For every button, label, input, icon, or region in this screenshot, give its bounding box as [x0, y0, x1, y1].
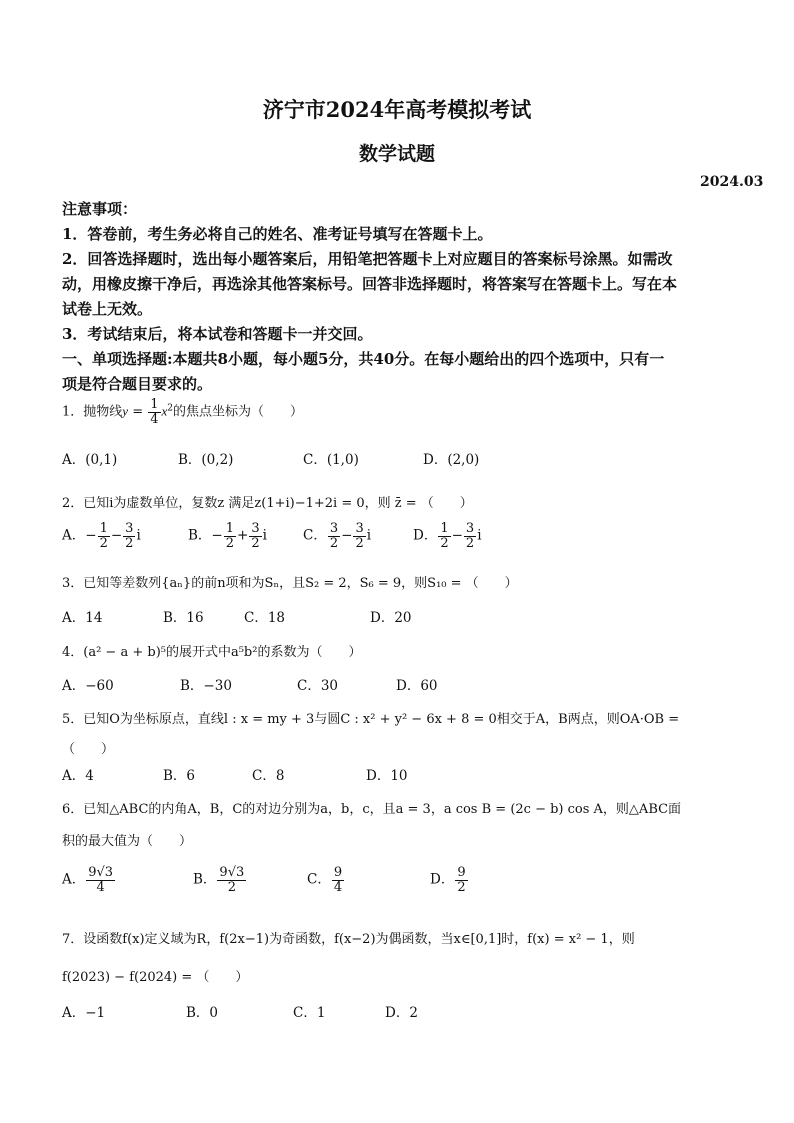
q6-option-a-label: A． [62, 871, 86, 888]
question-7-stem-line-1: 7．设函数f(x)定义域为R，f(2x−1)为奇函数，f(x−2)为偶函数，当x∈[0,1]时，f(x) = x² − 1，则 [62, 932, 635, 947]
q5-option-a[interactable]: A．4 [62, 768, 94, 784]
q5-option-d[interactable]: D．10 [366, 768, 408, 784]
question-1-suffix: 的焦点坐标为（ ） [173, 404, 304, 420]
question-4-stem: 4．(a² − a + b)⁵的展开式中a⁵b²的系数为（ ） [62, 645, 362, 660]
q1-option-c[interactable]: C．(1,0) [303, 452, 359, 468]
q6-option-c[interactable]: C． $\frac{9}{4}$ [307, 865, 343, 895]
q6-option-d-label: D． [430, 871, 455, 888]
exam-date: 2024.03 [700, 174, 764, 190]
q6-option-d[interactable]: D． $\frac{9}{2}$ [430, 865, 466, 895]
q4-option-a[interactable]: A．−60 [62, 678, 114, 694]
q3-option-c[interactable]: C．18 [244, 610, 286, 626]
q5-option-b[interactable]: B．6 [163, 768, 196, 784]
q7-option-c[interactable]: C．1 [293, 1005, 326, 1021]
q2-option-b-label: B． [188, 527, 212, 544]
q4-option-d[interactable]: D．60 [396, 678, 438, 694]
section-1-heading-line-2: 项是符合题目要求的。 [62, 375, 213, 393]
fraction-1-4: $\frac{1}{4}$ [150, 397, 159, 427]
q3-option-a[interactable]: A．14 [62, 610, 103, 626]
q7-option-b[interactable]: B．0 [186, 1005, 219, 1021]
q4-option-b[interactable]: B．−30 [180, 678, 232, 694]
q6-option-b[interactable]: B． $\frac{9√3}{2}$ [193, 865, 245, 895]
question-3-stem: 3．已知等差数列{aₙ}的前n项和为Sₙ，且S₂ = 2，S₆ = 9，则S₁₀ = （ ） [62, 576, 518, 591]
notice-heading: 注意事项： [62, 200, 138, 218]
notice-item-2-line-3: 试卷上无效。 [62, 300, 153, 318]
question-2-stem: 2．已知i为虚数单位，复数z 满足z(1+i)−1+2i = 0，则 z̄ = （ ） [62, 496, 473, 511]
question-7-stem-line-2: f(2023) − f(2024) = （ ） [62, 970, 249, 985]
section-1-heading-line-1: 一、单项选择题:本题共8小题，每小题5分，共40分。在每小题给出的四个选项中，只有一 [62, 350, 665, 368]
notice-item-2-line-2: 动，用橡皮擦干净后，再选涂其他答案标号。回答非选择题时，将答案写在答题卡上。写在本 [62, 275, 678, 293]
q3-option-b[interactable]: B．16 [163, 610, 204, 626]
q1-option-a[interactable]: A．(0,1) [62, 452, 118, 468]
q6-option-c-label: C． [307, 871, 331, 888]
notice-item-1: 1．答卷前，考生务必将自己的姓名、准考证号填写在答题卡上。 [62, 225, 493, 243]
q3-option-d[interactable]: D．20 [370, 610, 412, 626]
q4-option-c[interactable]: C．30 [297, 678, 339, 694]
q2-option-a[interactable]: A．− $\frac{1}{2}$ − $\frac{3}{2}$ i [62, 521, 141, 551]
question-5-stem-line-2: （ ） [62, 742, 115, 757]
notice-item-3: 3．考试结束后，将本试卷和答题卡一并交回。 [62, 325, 373, 343]
q2-option-c-label: C． [303, 527, 327, 544]
question-6-stem-line-1: 6．已知△ABC的内角A，B，C的对边分别为a，b，c，且a = 3，a cos B = (2c − b) cos A，则△ABC面 [62, 802, 682, 817]
notice-item-2-line-1: 2．回答选择题时，选出每小题答案后，用铅笔把答题卡上对应题目的答案标号涂黑。如需改 [62, 250, 673, 268]
exam-subtitle: 数学试题 [358, 143, 435, 165]
q7-option-d[interactable]: D．2 [385, 1005, 418, 1021]
q2-option-c[interactable]: C． $\frac{3}{2}$ − $\frac{3}{2}$ i [303, 521, 372, 551]
q1-option-b[interactable]: B．(0,2) [178, 452, 234, 468]
q2-option-a-label: A． [62, 527, 86, 544]
q2-option-d-label: D． [413, 527, 438, 544]
q2-option-b[interactable]: B．− $\frac{1}{2}$ + $\frac{3}{2}$ i [188, 521, 267, 551]
q6-option-b-label: B． [193, 871, 217, 888]
q7-option-a[interactable]: A．−1 [62, 1005, 106, 1021]
question-6-stem-line-2: 积的最大值为（ ） [62, 834, 193, 849]
q2-option-d[interactable]: D． $\frac{1}{2}$ − $\frac{3}{2}$ i [413, 521, 482, 551]
question-1-prefix: 1．抛物线 [62, 404, 123, 420]
q1-option-d[interactable]: D．(2,0) [423, 452, 480, 468]
question-1-stem: 1．抛物线y = $\frac{1}{4}$ $x^2$的焦点坐标为（ ） [62, 397, 304, 427]
exam-title: 济宁市2024年高考模拟考试 [262, 97, 532, 122]
q5-option-c[interactable]: C．8 [252, 768, 285, 784]
question-5-stem-line-1: 5．已知O为坐标原点，直线l : x = my + 3与圆C : x² + y² − 6x + 8 = 0相交于A，B两点，则OA·OB = [62, 712, 680, 727]
q6-option-a[interactable]: A． $\frac{9√3}{4}$ [62, 865, 114, 895]
